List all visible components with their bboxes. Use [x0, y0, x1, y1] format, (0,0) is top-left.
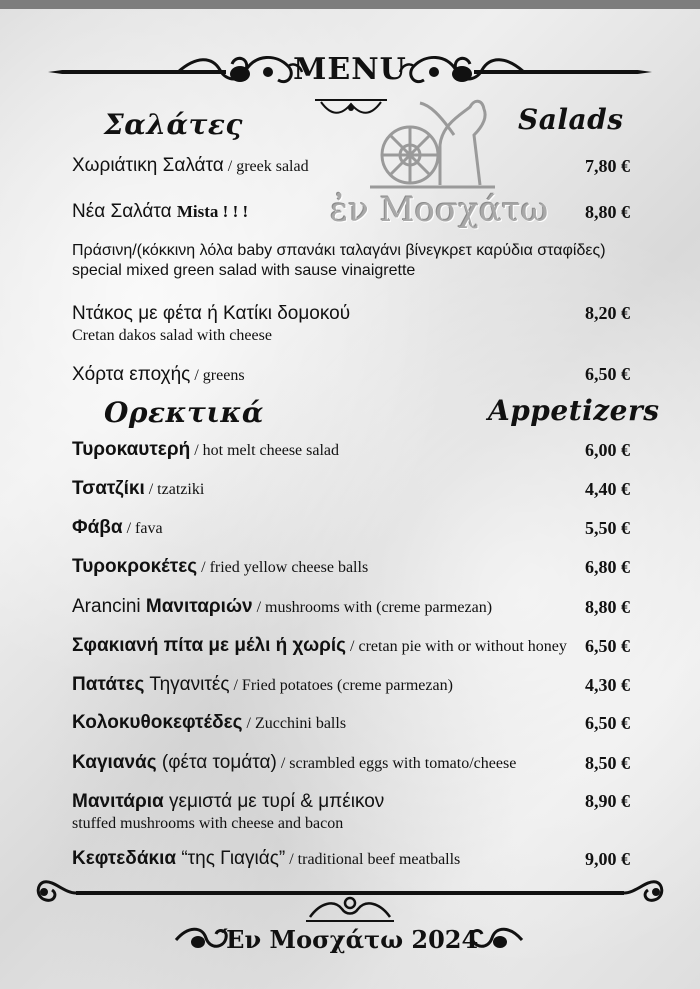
item-desc-en: Cretan dakos salad with cheese: [72, 327, 272, 344]
item-name-gr: Κεφτεδάκια: [72, 848, 177, 869]
section-heading-appetizers-en: Appetizers: [488, 394, 660, 427]
top-bar: [0, 0, 700, 9]
item-desc-en: stuffed mushrooms with cheese and bacon: [72, 815, 344, 832]
menu-item: [72, 751, 632, 775]
menu-item: [72, 200, 632, 224]
restaurant-logo-text: ἐν Μοσχάτω: [330, 190, 549, 230]
item-name-pre: Arancini: [72, 596, 146, 617]
item-name-en: / Fried potatoes (creme parmezan): [229, 677, 453, 694]
item-price: 8,80 €: [585, 202, 630, 222]
item-name-gr: Σφακιανή πίτα με μέλι ή χωρίς: [72, 635, 347, 656]
menu-item: [72, 711, 632, 735]
item-price: 5,50 €: [585, 518, 630, 538]
menu-item: [72, 438, 632, 462]
menu-item: [72, 555, 632, 579]
item-price: 6,00 €: [585, 440, 630, 460]
item-name-gr: Τυροκροκέτες: [72, 556, 198, 577]
item-price: 8,50 €: [585, 753, 630, 773]
item-name-gr: Χωριάτικη Σαλάτα: [72, 155, 224, 176]
section-heading-salads-en: Salads: [518, 103, 624, 136]
item-price: 6,50 €: [585, 636, 630, 656]
item-price: 4,30 €: [585, 675, 630, 695]
item-name-gr2: Mista ! ! !: [176, 202, 249, 221]
menu-item: [72, 363, 632, 387]
section-heading-appetizers-gr: Ορεκτικά: [104, 396, 264, 429]
item-price: 9,00 €: [585, 849, 630, 869]
menu-item: [72, 302, 632, 345]
restaurant-logo-icon: [370, 95, 500, 195]
item-name-en: / greek salad: [223, 158, 309, 175]
item-name-en: / hot melt cheese salad: [190, 442, 340, 459]
item-name-en: / traditional beef meatballs: [285, 851, 461, 868]
item-name-gr: Τσατζίκι: [72, 478, 145, 499]
item-name-gr2: γεμιστά με τυρί & μπέικον: [163, 791, 385, 812]
footer-text: Έν Μοσχάτω 2024: [221, 925, 479, 954]
item-name-en: / scrambled eggs with tomato/cheese: [276, 755, 517, 772]
item-price: 6,50 €: [585, 364, 630, 384]
item-name-gr2: “της Γιαγιάς”: [176, 848, 286, 869]
item-price: 8,20 €: [585, 303, 630, 323]
item-name-en: / Zucchini balls: [242, 715, 347, 732]
item-name-gr2: Τηγανιτές: [144, 674, 230, 695]
item-name-gr: Καγιανάς: [72, 752, 157, 773]
item-name-en: / fava: [122, 520, 163, 537]
item-name-gr2: (φέτα τομάτα): [156, 752, 277, 773]
item-name-gr: Μανιταριών: [145, 596, 253, 617]
menu-item: [72, 790, 632, 833]
item-price: 8,80 €: [585, 597, 630, 617]
item-desc-en: special mixed green salad with sause vinaigrette: [72, 262, 416, 279]
menu-item: [72, 477, 632, 501]
menu-item: [72, 516, 632, 540]
menu-item: [72, 595, 632, 619]
item-name-gr: Τυροκαυτερή: [72, 439, 191, 460]
item-name-gr: Νέα Σαλάτα: [72, 201, 177, 222]
menu-title: MENU: [293, 52, 407, 87]
menu-item-description: [72, 241, 632, 281]
menu-item: [72, 847, 632, 871]
item-name-gr: Πατάτες: [72, 674, 145, 695]
item-desc-gr: Πράσινη/(κόκκινη λόλα baby σπανάκι ταλαγάνι βίνεγκρετ καρύδια σταφίδες): [72, 242, 606, 259]
menu-item: [72, 673, 632, 697]
item-price: 6,80 €: [585, 557, 630, 577]
item-name-gr: Ντάκος με φέτα ή Κατίκι δομοκού: [72, 303, 351, 324]
item-price: 6,50 €: [585, 713, 630, 733]
item-price: 4,40 €: [585, 479, 630, 499]
menu-item: [72, 634, 632, 658]
corner-scroll-right-icon: [622, 876, 666, 912]
section-heading-salads-gr: Σαλάτες: [104, 108, 243, 141]
item-name-gr: Φάβα: [72, 517, 123, 538]
item-price: 7,80 €: [585, 156, 630, 176]
item-name-en: / greens: [190, 367, 245, 384]
footer-center-flourish-icon: [300, 893, 400, 923]
item-name-en: / cretan pie with or without honey: [346, 638, 567, 655]
item-price: 8,90 €: [585, 791, 630, 811]
menu-item: [72, 154, 632, 178]
corner-scroll-left-icon: [34, 876, 78, 912]
item-name-en: / mushrooms with (creme parmezan): [252, 599, 493, 616]
item-name-gr: Κολοκυθοκεφτέδες: [72, 712, 243, 733]
item-name-en: / tzatziki: [144, 481, 205, 498]
item-name-gr: Μανιτάρια: [72, 791, 164, 812]
item-name-en: / fried yellow cheese balls: [197, 559, 369, 576]
item-name-gr: Χόρτα εποχής: [72, 364, 191, 385]
